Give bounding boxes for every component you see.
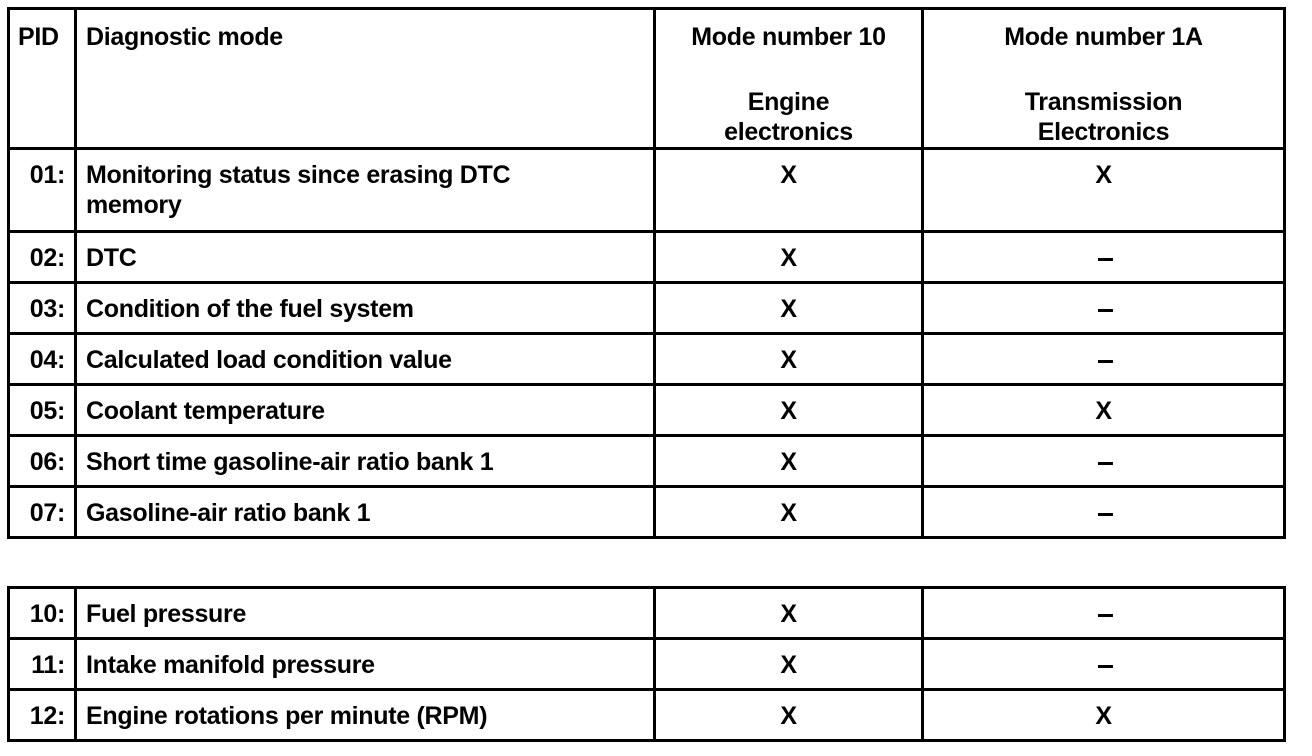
pid-cell: 06: (9, 436, 76, 487)
not-supported-dash: --- (1097, 244, 1110, 272)
transmission-support-cell (923, 436, 1285, 487)
table-row (9, 487, 1285, 538)
transmission-mode-name (924, 87, 1283, 147)
pid-cell: 02: (9, 232, 76, 283)
table-row (9, 283, 1285, 334)
transmission-support-cell (923, 639, 1285, 690)
diagnostic-mode-cell: Intake manifold pressure (76, 639, 655, 690)
not-supported-dash: --- (1097, 499, 1110, 527)
table-row (9, 639, 1285, 690)
transmission-column-header (923, 9, 1285, 149)
diagnostic-mode-cell: Fuel pressure (76, 588, 655, 639)
pid-cell: 03: (9, 283, 76, 334)
engine-name-line2: electronics (724, 118, 853, 146)
engine-support-cell: X (655, 436, 923, 487)
transmission-support-cell (923, 283, 1285, 334)
header-row (9, 9, 1285, 149)
transmission-support-cell: X (923, 690, 1285, 741)
table-row (9, 232, 1285, 283)
engine-support-cell: X (655, 588, 923, 639)
pid-column-header: PID (9, 9, 76, 149)
pid-cell: 10: (9, 588, 76, 639)
diagnostic-mode-cell (76, 149, 655, 232)
pid-table-bottom (7, 586, 1286, 742)
not-supported-dash: --- (1097, 651, 1110, 679)
engine-mode-number: Mode number 10 (691, 23, 886, 51)
table-row (9, 334, 1285, 385)
table-row (9, 690, 1285, 741)
transmission-support-cell (923, 232, 1285, 283)
transmission-support-cell: X (923, 149, 1285, 232)
transmission-support-cell (923, 334, 1285, 385)
transmission-support-cell (923, 588, 1285, 639)
diagnostic-mode-text: Monitoring status since erasing DTC memory (86, 161, 511, 219)
pid-table-top (7, 7, 1286, 539)
not-supported-dash: --- (1097, 600, 1110, 628)
transmission-name-line2: Electronics (1037, 118, 1170, 146)
diagnostic-mode-cell: Engine rotations per minute (RPM) (76, 690, 655, 741)
transmission-name-line1: Transmission (1024, 88, 1183, 116)
diagnostic-mode-cell: Condition of the fuel system (76, 283, 655, 334)
diagnostic-mode-cell: DTC (76, 232, 655, 283)
transmission-mode-number: Mode number 1A (1004, 23, 1203, 51)
table-row (9, 149, 1285, 232)
pid-cell: 07: (9, 487, 76, 538)
engine-mode-name (656, 87, 921, 147)
table-row (9, 588, 1285, 639)
pid-cell: 11: (9, 639, 76, 690)
not-supported-dash: --- (1097, 346, 1110, 374)
transmission-support-cell: X (923, 385, 1285, 436)
not-supported-dash: --- (1097, 448, 1110, 476)
pid-cell: 12: (9, 690, 76, 741)
table-row (9, 436, 1285, 487)
engine-column-header (655, 9, 923, 149)
engine-support-cell: X (655, 385, 923, 436)
engine-support-cell: X (655, 334, 923, 385)
pid-cell: 01: (9, 149, 76, 232)
engine-support-cell: X (655, 487, 923, 538)
engine-support-cell: X (655, 639, 923, 690)
engine-name-line1: Engine (747, 88, 830, 116)
diagnostic-mode-cell: Short time gasoline-air ratio bank 1 (76, 436, 655, 487)
transmission-support-cell (923, 487, 1285, 538)
pid-cell: 05: (9, 385, 76, 436)
engine-support-cell: X (655, 232, 923, 283)
diagnostic-mode-cell: Gasoline-air ratio bank 1 (76, 487, 655, 538)
engine-support-cell: X (655, 690, 923, 741)
engine-support-cell: X (655, 283, 923, 334)
diagnostic-mode-cell: Calculated load condition value (76, 334, 655, 385)
engine-support-cell: X (655, 149, 923, 232)
not-supported-dash: --- (1097, 295, 1110, 323)
diagnostic-mode-column-header: Diagnostic mode (76, 9, 655, 149)
diagnostic-mode-cell: Coolant temperature (76, 385, 655, 436)
pid-cell: 04: (9, 334, 76, 385)
table-row (9, 385, 1285, 436)
